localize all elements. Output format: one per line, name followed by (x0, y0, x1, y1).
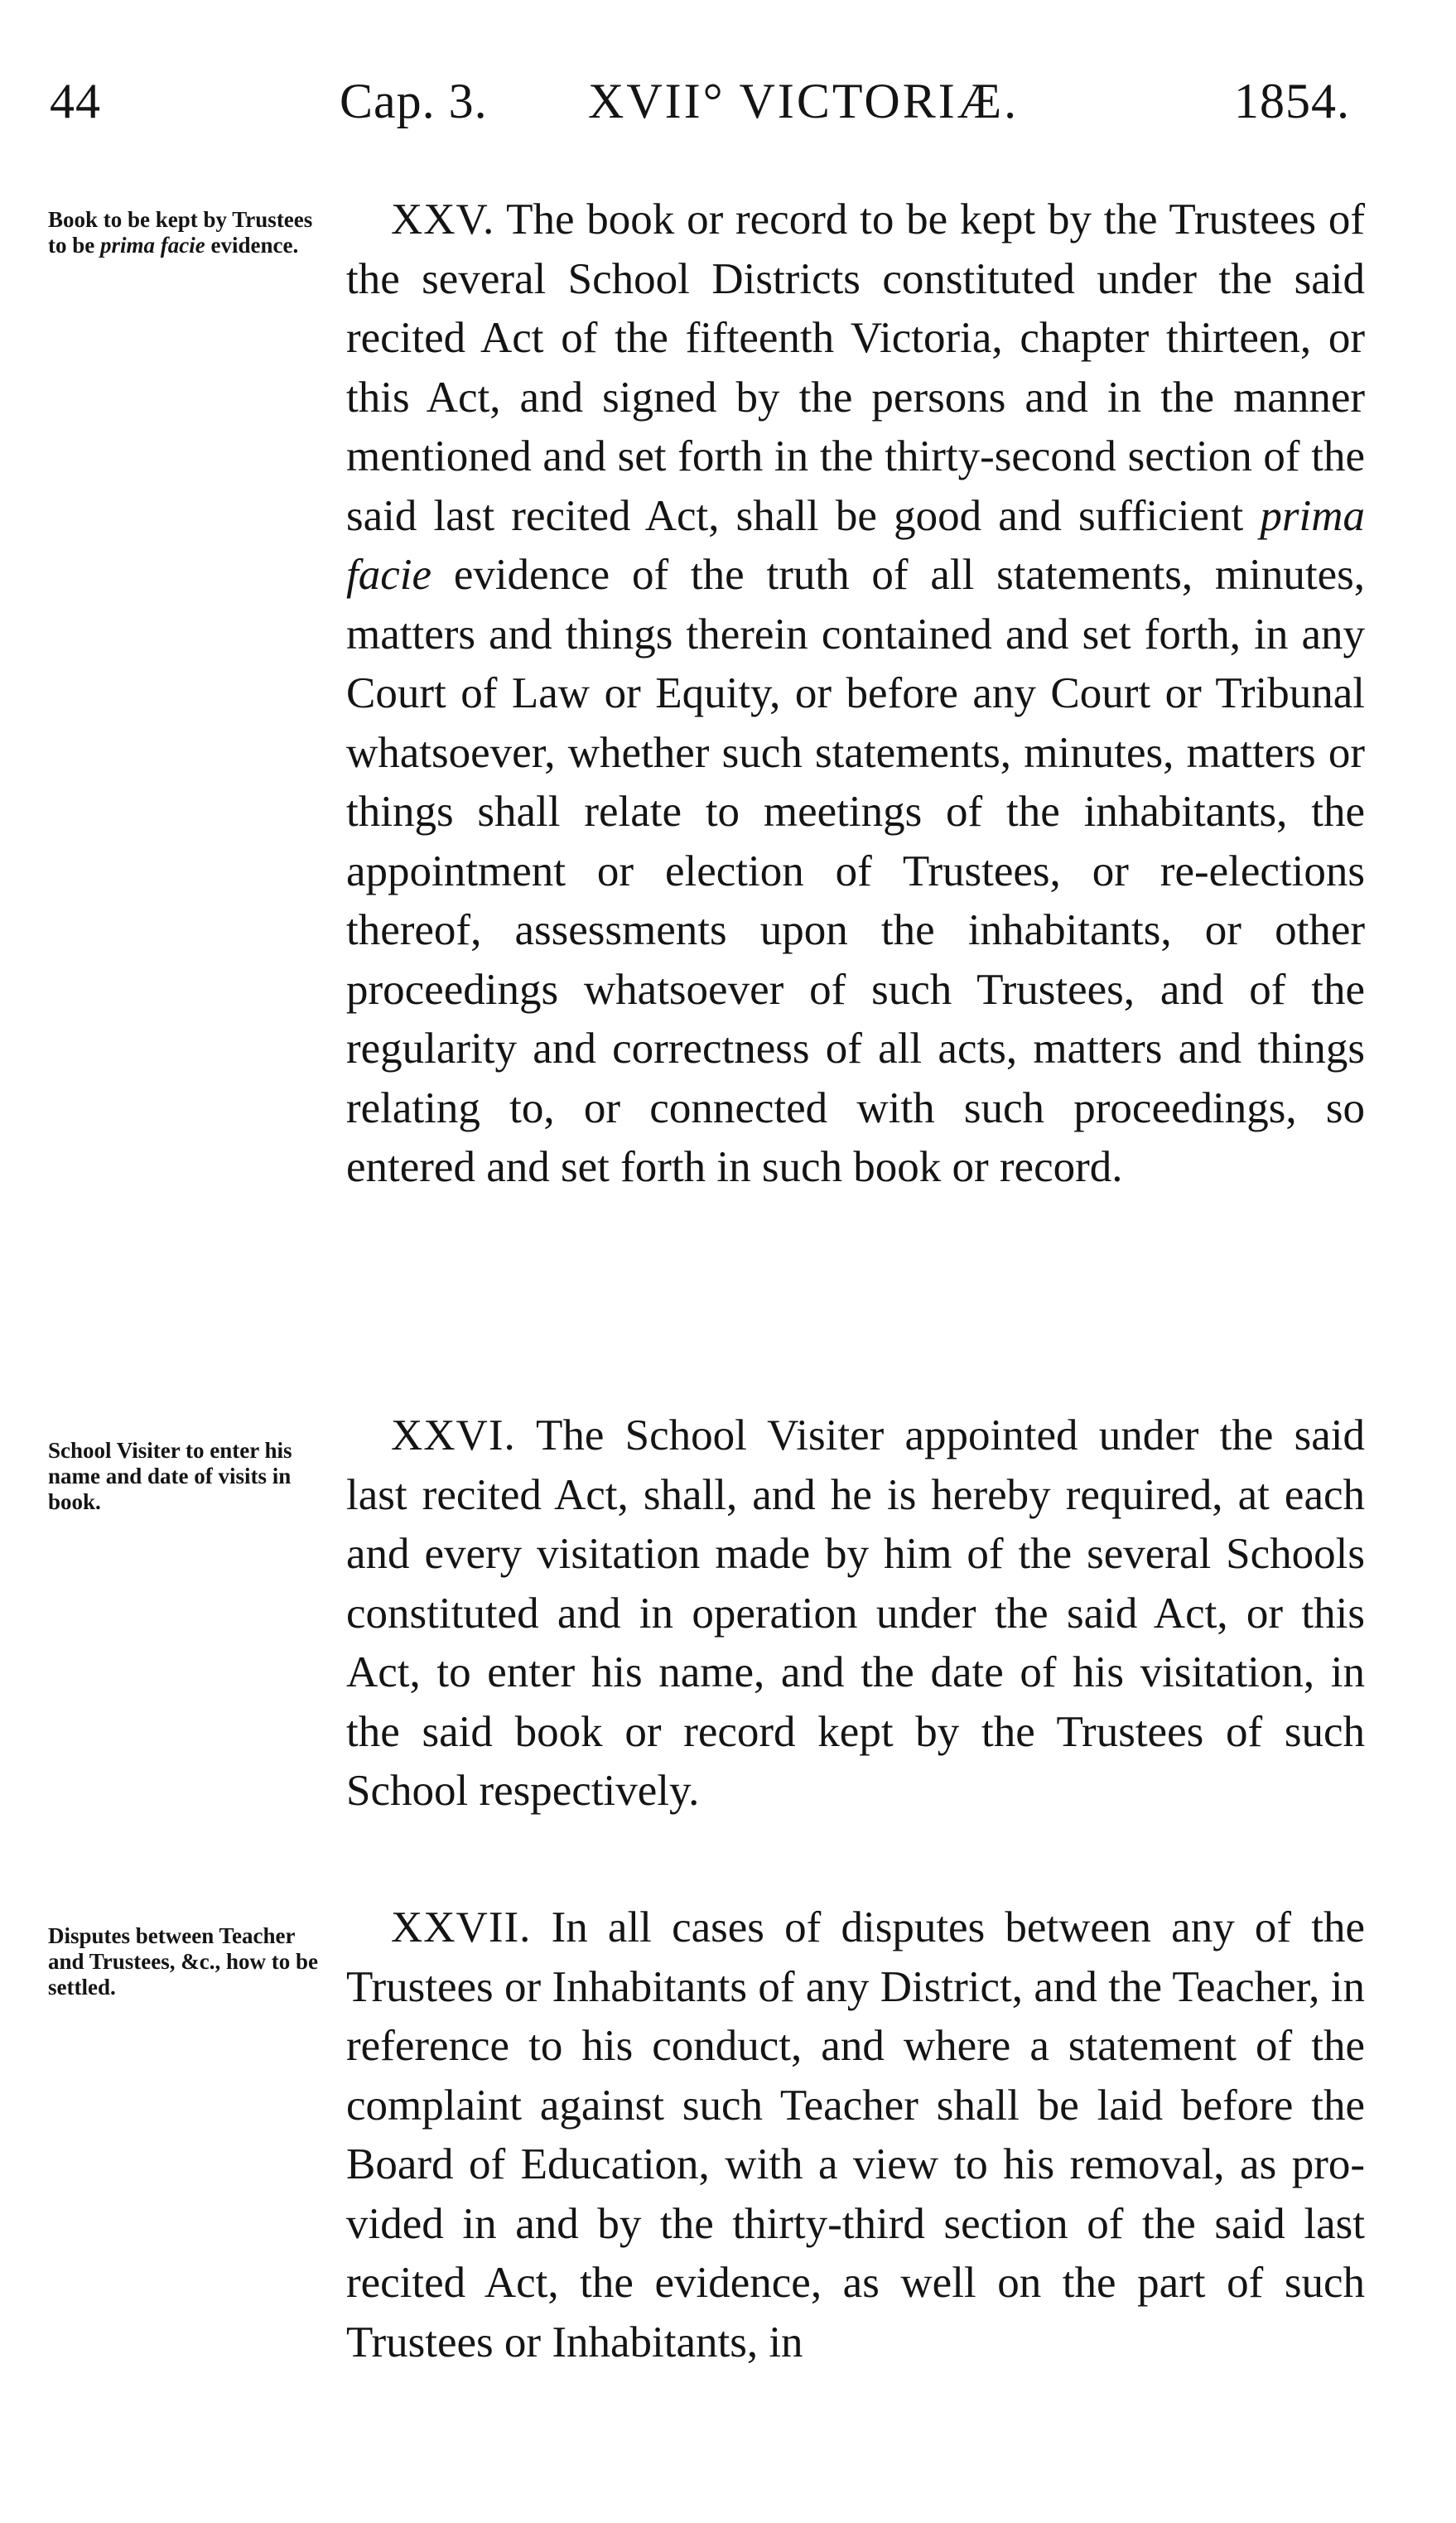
section-number-xxvi: XXVI. (391, 1411, 516, 1459)
section-body-xxv: The book or record to be kept by the Trustees of the several School Districts constituted under the said recited Act of the fifteenth Victoria, chapter thirteen, or this Act, and signed by the persons and in the manner mentioned and set forth in the thirty-second section of the said last recited Act, shall be good and sufficient prima facie evidence of the truth of all statements, minutes, matters and things therein contained and set forth, in any Court of Law or Equity, or before any Court or Tribunal whatsoever, whether such statements, minutes, matters or things shall relate to meetings of the inhabitants, the appointment or election of Trustees, or re-elections thereof, assessments upon the inhabitants, or other proceedings whatsoever of such Trustees, and of the regularity and correctness of all acts, matters and things relating to, or connected with such proceedings, so entered and set forth in such book or record. (346, 195, 1365, 1191)
section-text-xxvi (346, 1406, 1365, 1821)
section-body-xxvii: In all cases of disputes between any of the Trustees or Inhabitants of any District, and the Teacher, in reference to his conduct, and where a statement of the complaint against such Teacher shall be laid before the Board of Education, with a view to his removal, as provided in and by the thirty-third section of the said last recited Act, the evidence, as well on the part of such Trustees or Inhabitants, in (346, 1903, 1365, 2366)
chapter-label: Cap. 3. (340, 74, 488, 128)
sidenote-xxv: Book to be kept by Trustees to be prima facie evidence. (48, 207, 313, 258)
section-number-xxvii: XXVII. (391, 1903, 532, 1951)
section-body-xxvi: The School Visiter appointed under the said last recited Act, shall, and he is hereby required, at each and every visitation made by him of the several Schools constituted and in operation under the said Act, or this Act, to enter his name, and the date of his visitation, in the said book or record kept by the Trustees of such School respectively. (346, 1411, 1366, 1815)
section-text-xxv (346, 191, 1365, 1198)
latin-phrase: prima facie (346, 491, 1365, 599)
section-text-xxvii (346, 1898, 1365, 2372)
latin-phrase: prima facie (100, 233, 205, 258)
sidenote-xxvii: Disputes between Teacher and Trustees, &c., how to be settled. (48, 1923, 319, 2000)
section-number-xxv: XXV. (391, 195, 495, 244)
year-label: 1854. (1234, 74, 1350, 128)
running-header (50, 73, 1350, 139)
reign-label: XVII° VICTORIÆ. (588, 74, 1020, 128)
sidenote-xxvi: School Visiter to enter his name and date of visits in book. (48, 1438, 292, 1514)
page-number: 44 (50, 74, 101, 128)
